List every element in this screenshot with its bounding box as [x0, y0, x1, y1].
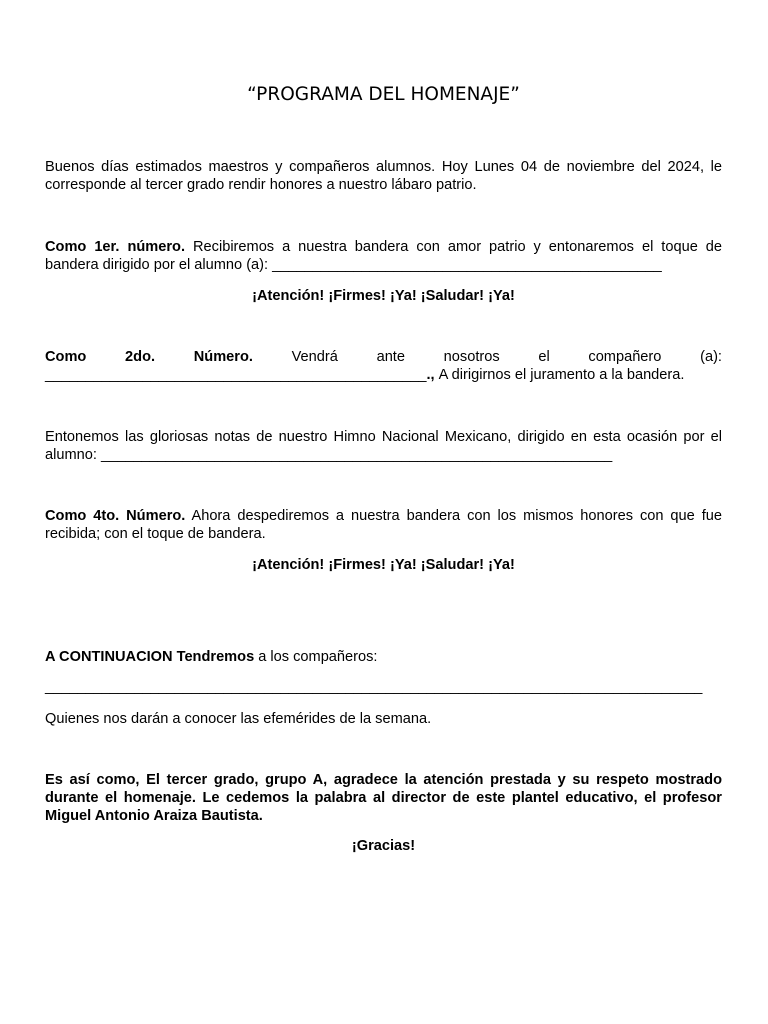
- numero2-word: ante: [376, 349, 405, 365]
- numero1-label: Como 1er. número.: [45, 239, 186, 255]
- numero1-text: Recibiremos a nuestra bandera con amor patrio y entonaremos el toque de bandera dirigido por el alumno (a): ________________________________________________: [45, 239, 723, 273]
- numero2-text: A dirigirnos el juramento a la bandera.: [438, 367, 685, 383]
- numero2-word: Número.: [193, 349, 253, 365]
- continuacion-blank-line: _________________________________________________________________________________: [45, 679, 703, 695]
- numero1-paragraph: [45, 238, 722, 274]
- cierre-paragraph: Es así como, El tercer grado, grupo A, agradece la atención prestada y su respeto mostrado durante el homenaje. Le cedemos la palabra al director de este plantel educativo, el profesor Miguel Antonio Araiza Bautista.: [45, 772, 722, 824]
- continuacion-paragraph: [45, 648, 722, 666]
- numero2-word: compañero: [588, 349, 662, 365]
- himno-paragraph: Entonemos las gloriosas notas de nuestro Himno Nacional Mexicano, dirigido en esta ocasión por el alumno: _______________________________________________________________: [45, 429, 722, 463]
- numero4-paragraph: [45, 507, 722, 543]
- honores-call-1: ¡Atención! ¡Firmes! ¡Ya! ¡Saludar! ¡Ya!: [252, 288, 515, 304]
- efemerides-paragraph: Quienes nos darán a conocer las efemérides de la semana.: [45, 711, 432, 727]
- document-title: “PROGRAMA DEL HOMENAJE”: [247, 84, 520, 105]
- numero4-label: Como 4to. Número.: [45, 508, 186, 524]
- numero2-word: el: [538, 349, 550, 365]
- numero2-blank: _______________________________________________: [45, 367, 427, 383]
- numero2-word: 2do.: [125, 349, 156, 365]
- numero2-first-line: [45, 348, 722, 366]
- numero2-blank-suffix: .,: [426, 367, 439, 383]
- numero4-text: Ahora despediremos a nuestra bandera con los mismos honores con que fue recibida; con el toque de bandera.: [45, 508, 722, 542]
- continuacion-text: a los compañeros:: [254, 649, 378, 665]
- numero2-second-line: [45, 366, 722, 384]
- numero2-word: nosotros: [443, 349, 500, 365]
- numero2-paragraph: [45, 348, 722, 384]
- honores-call-2: ¡Atención! ¡Firmes! ¡Ya! ¡Saludar! ¡Ya!: [252, 557, 515, 573]
- continuacion-label: A CONTINUACION Tendremos: [45, 649, 255, 665]
- numero2-word: Vendrá: [291, 349, 338, 365]
- numero2-word: Como: [45, 349, 87, 365]
- intro-paragraph: Buenos días estimados maestros y compañeros alumnos. Hoy Lunes 04 de noviembre del 2024, le corresponde al tercer grado rendir honores a nuestro lábaro patrio.: [45, 159, 722, 193]
- gracias-text: ¡Gracias!: [351, 838, 416, 854]
- numero2-word: (a):: [700, 349, 722, 365]
